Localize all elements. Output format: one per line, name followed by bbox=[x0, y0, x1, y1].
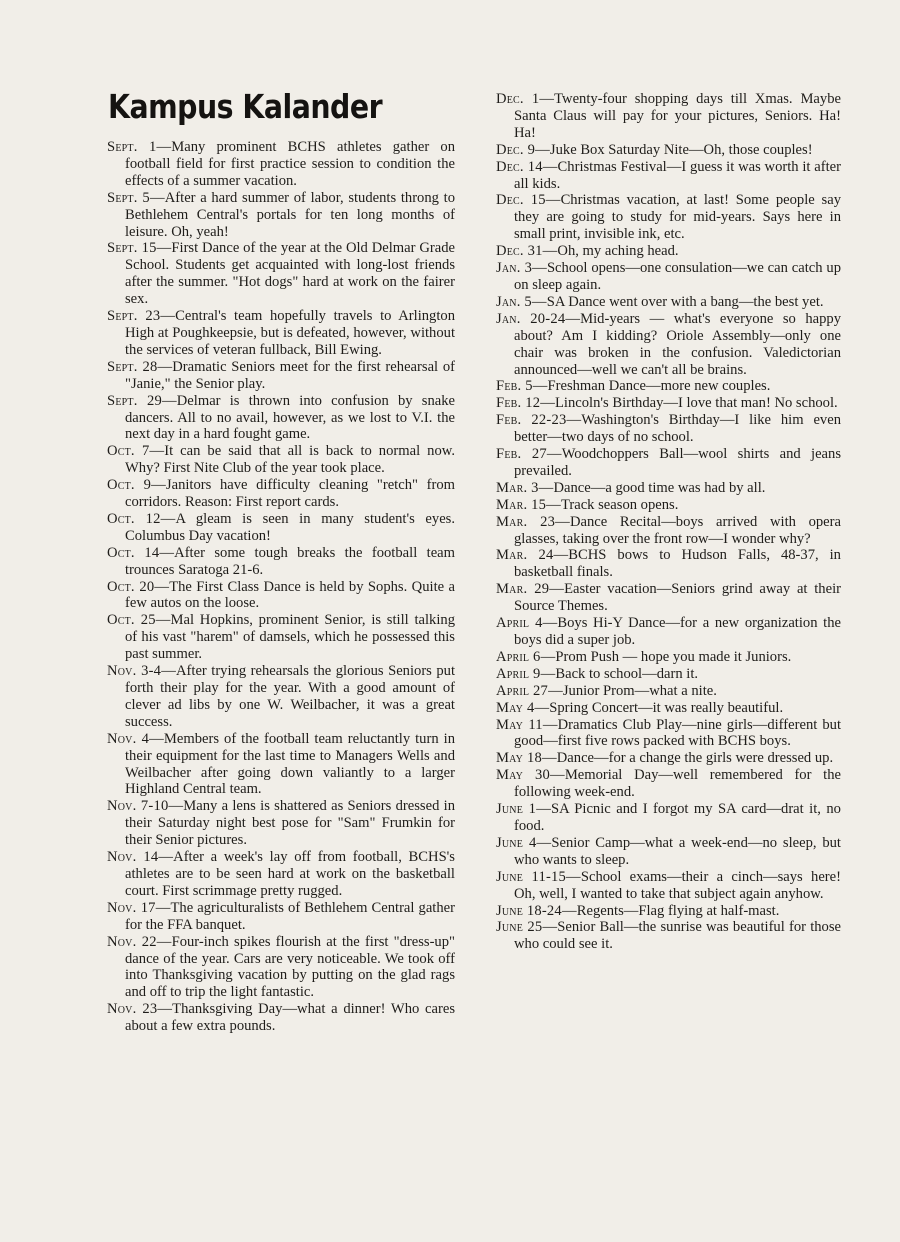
calendar-entry bbox=[496, 91, 841, 142]
entry-text: Junior Prom—what a nite. bbox=[562, 682, 717, 699]
calendar-entry bbox=[496, 666, 841, 683]
entry-text: Mid-years — what's everyone so happy about? Am I kidding? Oriole Assembly—only one chair was broken in the confusion. Valedictorian announced—well we can't all be brains. bbox=[514, 310, 841, 378]
entry-date: Mar. 23 — bbox=[496, 514, 570, 530]
entry-text: After a hard summer of labor, students throng to Bethlehem Central's portals for ten long months of leisure. Oh, yeah! bbox=[125, 189, 455, 240]
calendar-entry bbox=[107, 190, 455, 241]
entry-date: June 1 — bbox=[496, 801, 551, 817]
calendar-entry bbox=[107, 393, 455, 444]
calendar-entry bbox=[107, 731, 455, 799]
entry-date: Dec. 31 — bbox=[496, 243, 557, 259]
entry-text: Prom Push — hope you made it Juniors. bbox=[555, 648, 792, 665]
entry-date: Sept. 15 — bbox=[107, 240, 171, 256]
entry-date: June 11-15 — bbox=[496, 869, 581, 885]
calendar-entry bbox=[496, 700, 841, 717]
calendar-entry bbox=[496, 683, 841, 700]
calendar-entry bbox=[107, 934, 455, 1002]
entry-date: Oct. 14 — bbox=[107, 545, 174, 561]
calendar-entry bbox=[496, 159, 841, 193]
calendar-entry bbox=[107, 545, 455, 579]
entry-text: After trying rehearsals the glorious Seniors put forth their play for the year. With a good amount of clever ad libs by one W. Weilbacher, it was a great success. bbox=[125, 663, 455, 730]
entry-date: Mar. 29 — bbox=[496, 581, 564, 597]
calendar-entry bbox=[496, 378, 841, 395]
right-column bbox=[496, 91, 841, 953]
calendar-entry bbox=[107, 579, 455, 613]
entry-text: Dance—for a change the girls were dressed up. bbox=[556, 750, 834, 767]
entry-date: Feb. 5 — bbox=[496, 378, 548, 394]
entry-text: Spring Concert—it was really beautiful. bbox=[549, 699, 784, 716]
entry-date: Oct. 7 — bbox=[107, 443, 164, 459]
entry-text: The First Class Dance is held by Sophs. Quite a few autos on the loose. bbox=[125, 578, 456, 612]
entry-text: A gleam is seen in many student's eyes. Columbus Day vacation! bbox=[125, 510, 456, 544]
calendar-entry bbox=[496, 835, 841, 869]
calendar-entry bbox=[496, 497, 841, 514]
calendar-entry bbox=[107, 798, 455, 849]
entry-date: Nov. 22 — bbox=[107, 934, 172, 950]
entry-date: Mar. 24 — bbox=[496, 547, 568, 563]
calendar-entry bbox=[496, 801, 841, 835]
entry-date: Oct. 12 — bbox=[107, 511, 175, 527]
entry-date: Nov. 23 — bbox=[107, 1001, 172, 1017]
entry-date: Nov. 17 — bbox=[107, 900, 170, 916]
calendar-entry bbox=[496, 192, 841, 243]
calendar-entry bbox=[107, 308, 455, 359]
entry-date: Sept. 29 — bbox=[107, 393, 177, 409]
entry-date: Oct. 20 — bbox=[107, 579, 169, 595]
calendar-entry bbox=[107, 900, 455, 934]
entry-text: Many prominent BCHS athletes gather on football field for first practice session to condition the effects of a summer vacation. bbox=[125, 139, 455, 189]
calendar-entry bbox=[496, 142, 841, 159]
entry-text: It can be said that all is back to normal now. Why? First Nite Club of the year took place. bbox=[125, 443, 455, 477]
entry-date: Feb. 27 — bbox=[496, 446, 562, 462]
page-title: Kampus Kalander bbox=[108, 87, 383, 126]
entry-date: April 4 — bbox=[496, 615, 557, 631]
calendar-entry bbox=[496, 581, 841, 615]
calendar-entry bbox=[496, 480, 841, 497]
entry-text: Dance—a good time was had by all. bbox=[553, 479, 766, 496]
entry-text: Woodchoppers Ball—wool shirts and jeans prevailed. bbox=[514, 446, 842, 479]
entry-text: Twenty-four shopping days till Xmas. Maybe Santa Claus will pay for your pictures, Seniors. Ha! Ha! bbox=[514, 91, 841, 141]
entry-date: Oct. 25 — bbox=[107, 612, 171, 628]
entry-text: Four-inch spikes flourish at the first "dress-up" dance of the year. Cars are very noticeable. We took off into Thanksgiving vacation by putting on the glad rags and off to trip the light fantastic. bbox=[125, 933, 455, 1001]
entry-date: Feb. 22-23 — bbox=[496, 412, 581, 428]
entry-date: Dec. 9 — bbox=[496, 142, 550, 158]
entry-text: Thanksgiving Day—what a dinner! Who cares about a few extra pounds. bbox=[125, 1001, 455, 1035]
entry-date: Dec. 15 — bbox=[496, 192, 561, 208]
entry-text: Central's team hopefully travels to Arlington High at Poughkeepsie, but is defeated, however, without the services of veteran fullback, Bill Ewing. bbox=[125, 308, 455, 358]
calendar-entry bbox=[107, 359, 455, 393]
calendar-entry bbox=[107, 477, 455, 511]
entry-text: BCHS bows to Hudson Falls, 48-37, in basketball finals. bbox=[514, 547, 841, 581]
entry-text: Delmar is thrown into confusion by snake dancers. All to no avail, however, as we lost to V.I. the next day in a hard fought game. bbox=[125, 392, 456, 443]
entry-date: Nov. 14 — bbox=[107, 849, 173, 865]
entry-text: Back to school—darn it. bbox=[555, 665, 699, 682]
entry-date: May 4 — bbox=[496, 700, 549, 716]
entry-date: Dec. 14 — bbox=[496, 159, 558, 175]
calendar-entry bbox=[107, 443, 455, 477]
calendar-entry bbox=[496, 260, 841, 294]
entry-date: Jan. 5 — bbox=[496, 294, 547, 310]
calendar-entry bbox=[496, 446, 841, 480]
calendar-entry bbox=[496, 294, 841, 311]
entry-text: Janitors have difficulty cleaning "retch" from corridors. Reason: First report cards. bbox=[125, 477, 455, 511]
calendar-entry bbox=[107, 511, 455, 545]
calendar-entry bbox=[496, 649, 841, 666]
entry-date: Sept. 1 — bbox=[107, 139, 171, 155]
calendar-entry bbox=[496, 547, 841, 581]
calendar-entry bbox=[496, 311, 841, 379]
entry-text: School opens—one consulation—we can catch up on sleep again. bbox=[514, 260, 842, 293]
entry-date: Nov. 4 — bbox=[107, 731, 164, 747]
entry-date: April 27 — bbox=[496, 683, 563, 699]
entry-text: Dance Recital—boys arrived with opera glasses, taking over the front row—I wonder why? bbox=[514, 513, 841, 547]
calendar-entry bbox=[496, 767, 841, 801]
entry-date: Mar. 3 — bbox=[496, 480, 553, 496]
entry-text: Track season opens. bbox=[560, 496, 679, 513]
entry-text: Members of the football team reluctantly turn in their equipment for the last time to Managers Wells and Weilbacher after going down valiantly to a larger Highland Central team. bbox=[125, 730, 455, 798]
entry-text: Dramatics Club Play—nine girls—different but good—first five rows packed with BCHS boys. bbox=[514, 716, 841, 750]
entry-date: Oct. 9 — bbox=[107, 477, 166, 493]
calendar-entry bbox=[107, 612, 455, 663]
entry-text: SA Dance went over with a bang—the best yet. bbox=[546, 293, 824, 310]
entry-date: May 18 — bbox=[496, 750, 557, 766]
entry-text: Memorial Day—well remembered for the following week-end. bbox=[514, 767, 841, 801]
calendar-entry bbox=[496, 243, 841, 260]
entry-date: June 18-24 — bbox=[496, 903, 577, 919]
calendar-entry bbox=[107, 1001, 455, 1035]
entry-text: Boys Hi-Y Dance—for a new organization the boys did a super job. bbox=[514, 615, 841, 648]
entry-text: Senior Ball—the sunrise was beautiful for those who could see it. bbox=[514, 919, 842, 953]
entry-text: Many a lens is shattered as Seniors dressed in their Saturday night best pose for "Sam" Frumkin for their Senior pictures. bbox=[125, 798, 455, 849]
entry-date: Dec. 1 — bbox=[496, 91, 554, 107]
entry-date: Feb. 12 — bbox=[496, 395, 555, 411]
entry-date: Sept. 5 — bbox=[107, 190, 165, 206]
entry-date: April 6 — bbox=[496, 649, 555, 665]
calendar-entry bbox=[496, 869, 841, 903]
left-column bbox=[107, 139, 455, 1035]
calendar-entry bbox=[107, 849, 455, 900]
entry-text: Christmas vacation, at last! Some people say they are going to study for mid-years. Says here in small print, invisible ink, etc. bbox=[514, 192, 841, 243]
entry-date: May 11 — bbox=[496, 717, 558, 733]
entry-text: Lincoln's Birthday—I love that man! No school. bbox=[554, 395, 838, 412]
entry-date: Nov. 7-10 — bbox=[107, 798, 183, 814]
entry-text: After some tough breaks the football team trounces Saratoga 21-6. bbox=[125, 544, 456, 578]
entry-text: SA Picnic and I forgot my SA card—drat it, no food. bbox=[514, 801, 841, 834]
entry-text: Mal Hopkins, prominent Senior, is still talking of his vast "harem" of damsels, which he possessed this past summer. bbox=[125, 612, 455, 663]
calendar-entry bbox=[496, 615, 841, 649]
entry-text: The agriculturalists of Bethlehem Central gather for the FFA banquet. bbox=[125, 899, 455, 933]
calendar-entry bbox=[107, 240, 455, 308]
entry-text: After a week's lay off from football, BCHS's athletes are to be seen hard at work on the basketball court. First scrimmage pretty rugged. bbox=[125, 849, 455, 899]
entry-text: Easter vacation—Seniors grind away at their Source Themes. bbox=[514, 581, 841, 615]
calendar-entry bbox=[496, 412, 841, 446]
calendar-entry bbox=[496, 750, 841, 767]
entry-date: Sept. 28 — bbox=[107, 359, 172, 375]
entry-text: Juke Box Saturday Nite—Oh, those couples! bbox=[549, 141, 813, 158]
entry-date: Jan. 3 — bbox=[496, 260, 547, 276]
calendar-entry bbox=[496, 514, 841, 548]
calendar-entry bbox=[107, 139, 455, 190]
entry-text: Christmas Festival—I guess it was worth it after all kids. bbox=[514, 158, 842, 192]
entry-date: June 4 — bbox=[496, 835, 551, 851]
entry-text: Regents—Flag flying at half-mast. bbox=[576, 902, 780, 919]
calendar-entry bbox=[496, 395, 841, 412]
entry-text: Washington's Birthday—I like him even better—two days of no school. bbox=[514, 412, 841, 446]
entry-text: First Dance of the year at the Old Delmar Grade School. Students get acquainted with long-lost friends after the summer. "Hot dogs" hard at work on the fairer sex. bbox=[125, 240, 455, 308]
entry-date: Jan. 20-24 — bbox=[496, 311, 580, 327]
entry-date: Sept. 23 — bbox=[107, 308, 175, 324]
entry-date: May 30 — bbox=[496, 767, 565, 783]
entry-date: Mar. 15 — bbox=[496, 497, 561, 513]
entry-date: April 9 — bbox=[496, 666, 555, 682]
entry-date: Nov. 3-4 — bbox=[107, 663, 176, 679]
entry-text: Dramatic Seniors meet for the first rehearsal of "Janie," the Senior play. bbox=[125, 358, 455, 392]
entry-text: School exams—their a cinch—says here! Oh, well, I wanted to take that subject again anyhow. bbox=[514, 868, 841, 902]
calendar-entry bbox=[496, 903, 841, 920]
entry-date: June 25 — bbox=[496, 919, 557, 935]
calendar-entry bbox=[496, 919, 841, 953]
entry-text: Freshman Dance—more new couples. bbox=[547, 378, 771, 395]
calendar-entry bbox=[107, 663, 455, 731]
entry-text: Oh, my aching head. bbox=[557, 243, 679, 260]
entry-text: Senior Camp—what a week-end—no sleep, but who wants to sleep. bbox=[514, 834, 841, 868]
calendar-entry bbox=[496, 717, 841, 751]
